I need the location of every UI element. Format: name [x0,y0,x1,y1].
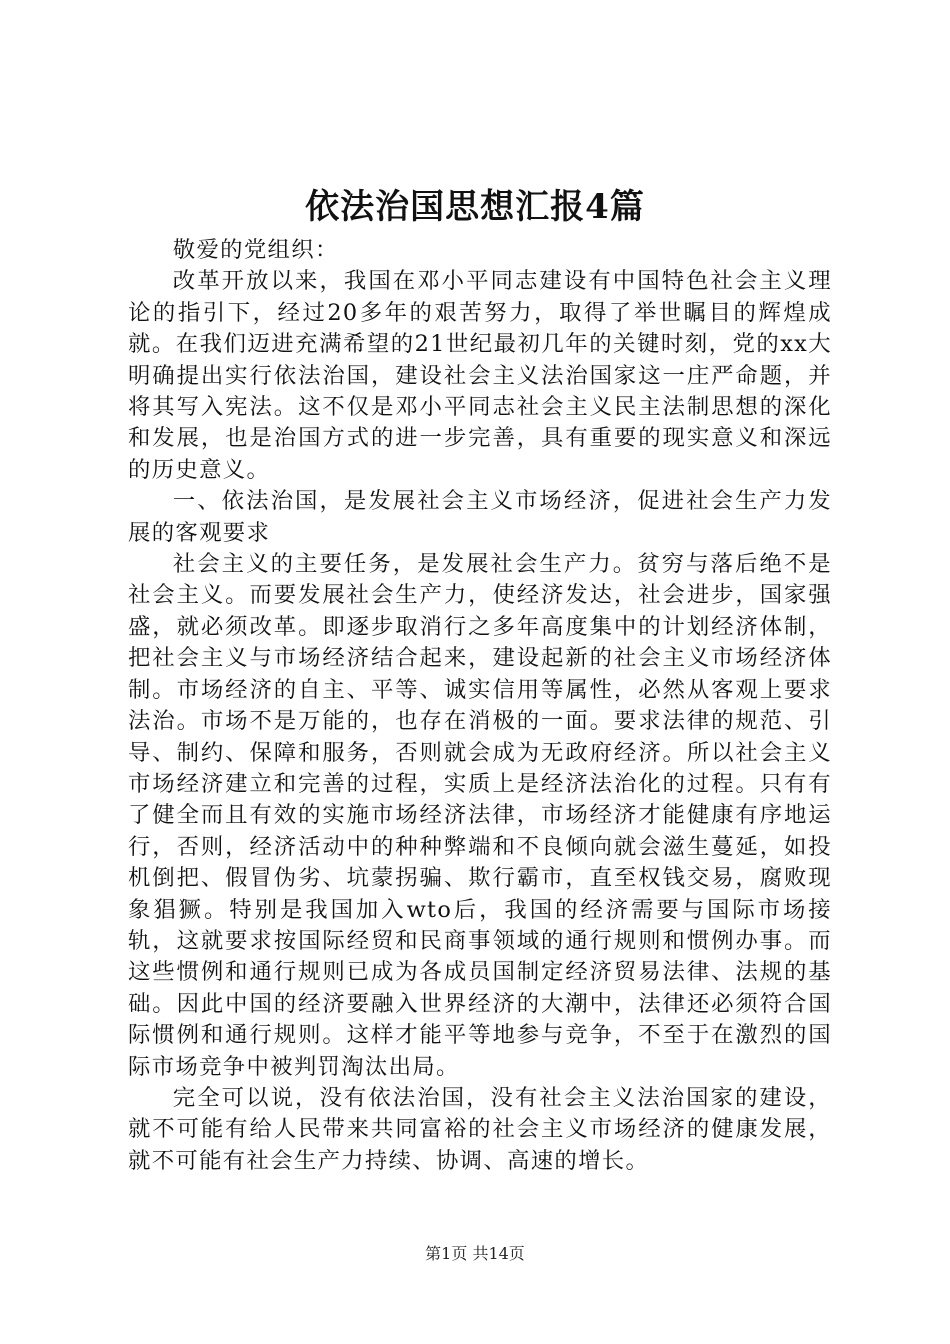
section-heading-1: 一、依法治国，是发展社会主义市场经济，促进社会生产力发展的客观要求 [128,488,832,546]
salutation: 敬爱的党组织： [172,237,339,263]
document-title: 依法治国思想汇报4篇 [305,187,645,227]
page-footer [0,1243,950,1265]
paragraph-market-economy: 社会主义的主要任务，是发展社会生产力。贫穷与落后绝不是社会主义。而要发展社会生产力，使经济发达，社会进步，国家强盛，就必须改革。即逐步取消行之多年高度集中的计划经济体制，把社会主义与市场经济结合起来，建设起新的社会主义市场经济体制。市场经济的自主、平等、诚实信用等属性，必然从客观上要求法治。市场不是万能的，也存在消极的一面。要求法律的规范、引导、制约、保障和服务，否则就会成为无政府经济。所以社会主义市场经济建立和完善的过程，实质上是经济法治化的过程。只有有了健全而且有效的实施市场经济法律，市场经济才能健康有序地运行，否则，经济活动中的种种弊端和不良倾向就会滋生蔓延，如投机倒把、假冒伪劣、坑蒙拐骗、欺行霸市，直至权钱交易，腐败现象猖獗。特别是我国加入wto后，我国的经济需要与国际市场接轨，这就要求按国际经贸和民商事领域的通行规则和惯例办事。而这些惯例和通行规则已成为各成员国制定经济贸易法律、法规的基础。因此中国的经济要融入世界经济的大潮中，法律还必须符合国际惯例和通行规则。这样才能平等地参与竞争，不至于在激烈的国际市场竞争中被判罚淘汰出局。 [128,551,832,1080]
page-number: 第1页 共14页 [425,1244,525,1263]
paragraph-conclusion: 完全可以说，没有依法治国，没有社会主义法治国家的建设，就不可能有给人民带来共同富裕的社会主义市场经济的健康发展，就不可能有社会生产力持续、协调、高速的增长。 [128,1084,832,1174]
paragraph-intro: 改革开放以来，我国在邓小平同志建设有中国特色社会主义理论的指引下，经过20多年的艰苦努力，取得了举世瞩目的辉煌成就。在我们迈进充满希望的21世纪最初几年的关键时刻，党的xx大明确提出实行依法治国，建设社会主义法治国家这一庄严命题，并将其写入宪法。这不仅是邓小平同志社会主义民主法制思想的深化和发展，也是治国方式的进一步完善，具有重要的现实意义和深远的历史意义。 [128,268,832,483]
document-body [128,235,832,1177]
